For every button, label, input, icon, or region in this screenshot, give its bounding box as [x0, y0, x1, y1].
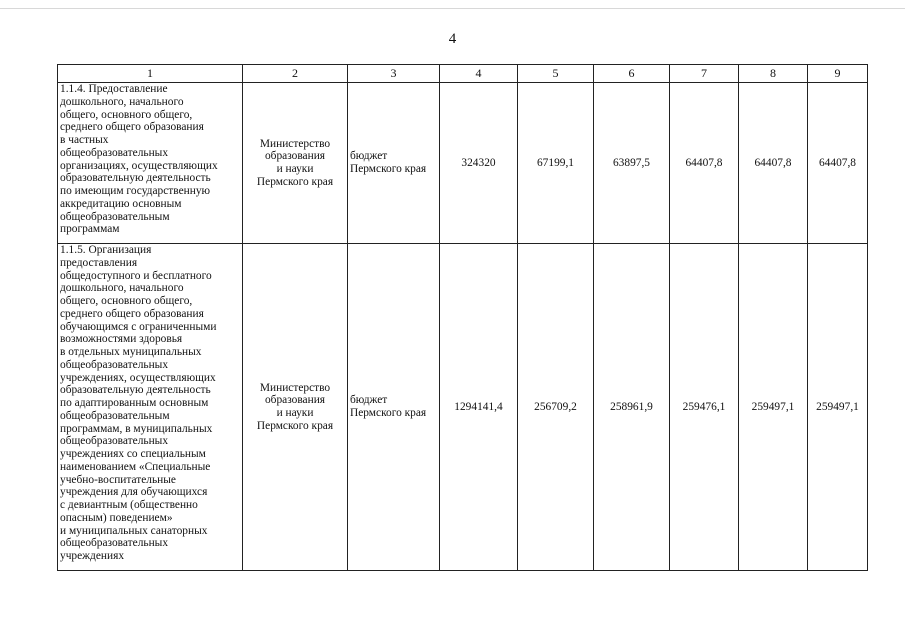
table-row: [58, 244, 868, 571]
executor-cell: Министерство образования и науки Пермского края: [243, 83, 348, 244]
column-header: 4: [440, 65, 518, 83]
column-header: 8: [739, 65, 808, 83]
funding-source-cell: бюджет Пермского края: [348, 244, 440, 571]
column-header: 6: [594, 65, 670, 83]
column-header: 3: [348, 65, 440, 83]
executor-cell: Министерство образования и науки Пермского края: [243, 244, 348, 571]
column-header: 9: [808, 65, 868, 83]
column-header: 2: [243, 65, 348, 83]
value-cell: 64407,8: [670, 83, 739, 244]
funding-source-cell: бюджет Пермского края: [348, 83, 440, 244]
page-number: 4: [448, 31, 457, 47]
value-cell: 324320: [440, 83, 518, 244]
measure-description: 1.1.5. Организация предоставления общедоступного и бесплатного дошкольного, начального общего, основного общего, среднего общего образования обучающимся с ограниченными возможностями здоровья в отдельных муниципальных общеобразовательных учреждениях, осуществляющих образовательную деятельность по адаптированным основным общеобразовательным программам, в муниципальных общеобразовательных учреждениях со специальным наименованием «Специальные учебно-воспитательные учреждения для обучающихся с девиантным (общественно опасным) поведением» и муниципальных санаторных общеобразовательных учреждениях: [58, 244, 243, 571]
measure-description: 1.1.4. Предоставление дошкольного, начального общего, основного общего, среднего общего образования в частных общеобразовательных организациях, осуществляющих образовательную деятельность по имеющим государственную аккредитацию основным общеобразовательным программам: [58, 83, 243, 244]
value-cell: 259497,1: [739, 244, 808, 571]
value-cell: 63897,5: [594, 83, 670, 244]
value-cell: 1294141,4: [440, 244, 518, 571]
value-cell: 64407,8: [808, 83, 868, 244]
value-cell: 258961,9: [594, 244, 670, 571]
table-header-row: [58, 65, 868, 83]
value-cell: 67199,1: [518, 83, 594, 244]
column-header: 1: [58, 65, 243, 83]
value-cell: 259497,1: [808, 244, 868, 571]
scan-edge-line: [0, 8, 905, 9]
budget-table: [57, 64, 868, 571]
table-row: [58, 83, 868, 244]
value-cell: 256709,2: [518, 244, 594, 571]
column-header: 5: [518, 65, 594, 83]
value-cell: 259476,1: [670, 244, 739, 571]
column-header: 7: [670, 65, 739, 83]
value-cell: 64407,8: [739, 83, 808, 244]
